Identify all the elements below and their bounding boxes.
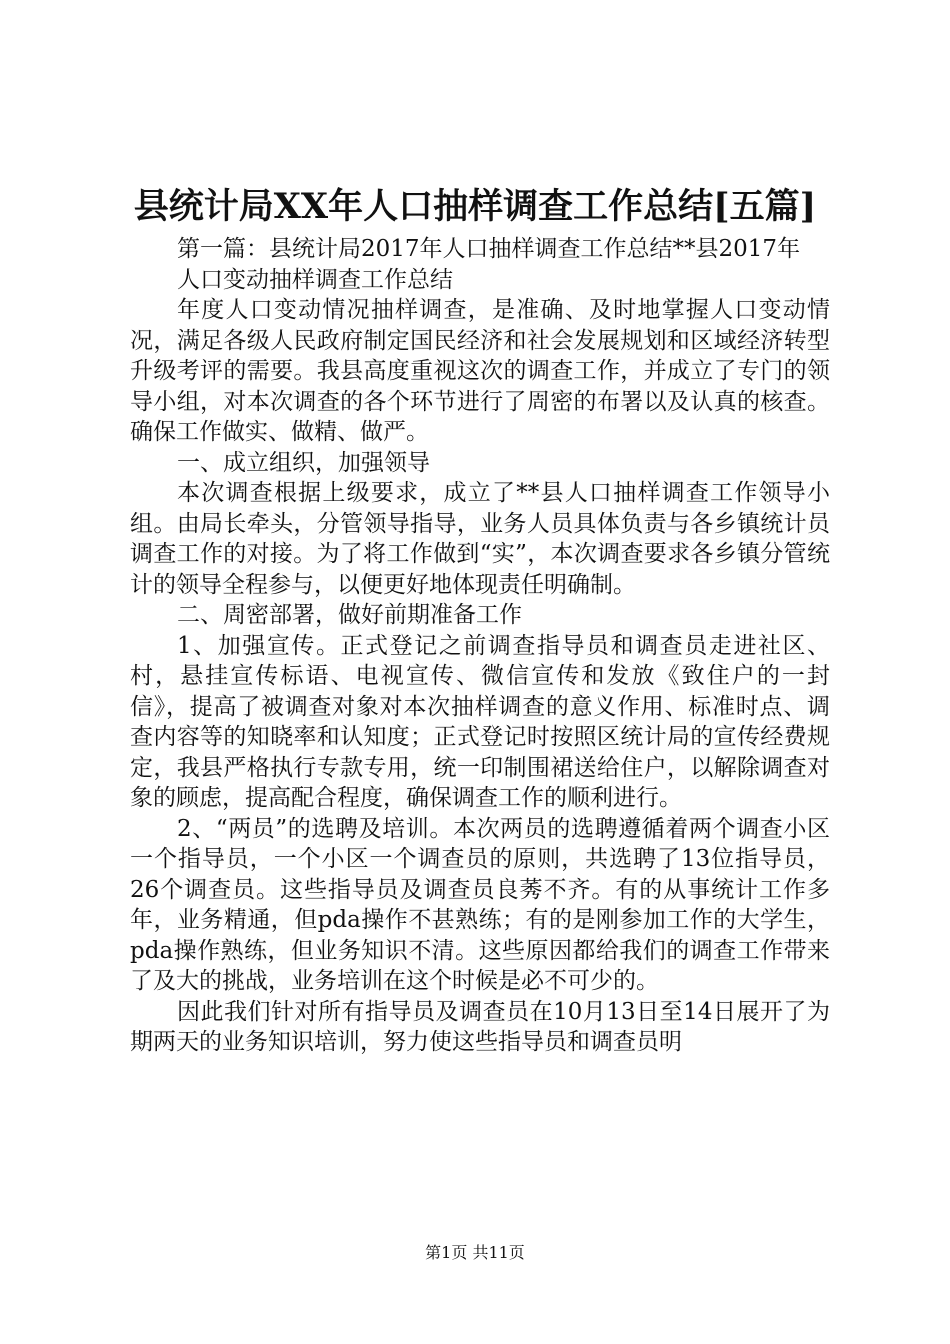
document-title: 县统计局XX年人口抽样调查工作总结[五篇] [133,186,817,227]
paragraph-5: 1、加强宣传。正式登记之前调查指导员和调查员走进社区、村，悬挂宣传标语、电视宣传、微信宣传和发放《致住户的一封信》，提高了被调查对象对本次抽样调查的意义作用、标准时点、调查内容等的知晓率和认知度；正式登记时按照区统计局的宣传经费规定，我县严格执行专款专用，统一印制围裙送给住户，以解除调查对象的顾虑，提高配合程度，确保调查工作的顺利进行。 [130,632,830,811]
section-heading-1: 一、成立组织，加强领导 [177,449,430,476]
paragraph-2: 人口变动抽样调查工作总结 [177,266,453,293]
page-footer: 第1页 共11页 [425,1243,525,1262]
paragraph-4: 本次调查根据上级要求，成立了**县人口抽样调查工作领导小组。由局长牵头，分管领导指导，业务人员具体负责与各乡镇统计员调查工作的对接。为了将工作做到“实”，本次调查要求各乡镇分管统计的领导全程参与，以便更好地体现责任明确制。 [130,480,830,598]
paragraph-1: 第一篇：县统计局2017年人口抽样调查工作总结**县2017年 [177,236,801,262]
paragraph-3: 年度人口变动情况抽样调查，是准确、及时地掌握人口变动情况，满足各级人民政府制定国民经济和社会发展规划和区域经济转型升级考评的需要。我县高度重视这次的调查工作，并成立了专门的领导小组，对本次调查的各个环节进行了周密的布署以及认真的核查。确保工作做实、做精、做严。 [130,297,830,445]
section-heading-2: 二、周密部署，做好前期准备工作 [177,602,522,628]
paragraph-7: 因此我们针对所有指导员及调查员在10月13日至14日展开了为期两天的业务知识培训，努力使这些指导员和调查员明 [130,998,830,1055]
document-body [130,234,830,1058]
paragraph-6: 2、“两员”的选聘及培训。本次两员的选聘遵循着两个调查小区一个指导员，一个小区一个调查员的原则，共选聘了13位指导员，26个调查员。这些指导员及调查员良莠不齐。有的从事统计工作多年，业务精通，但pda操作不甚熟练；有的是刚参加工作的大学生，pda操作熟练，但业务知识不清。这些原因都给我们的调查工作带来了及大的挑战，业务培训在这个时候是必不可少的。 [130,815,830,994]
